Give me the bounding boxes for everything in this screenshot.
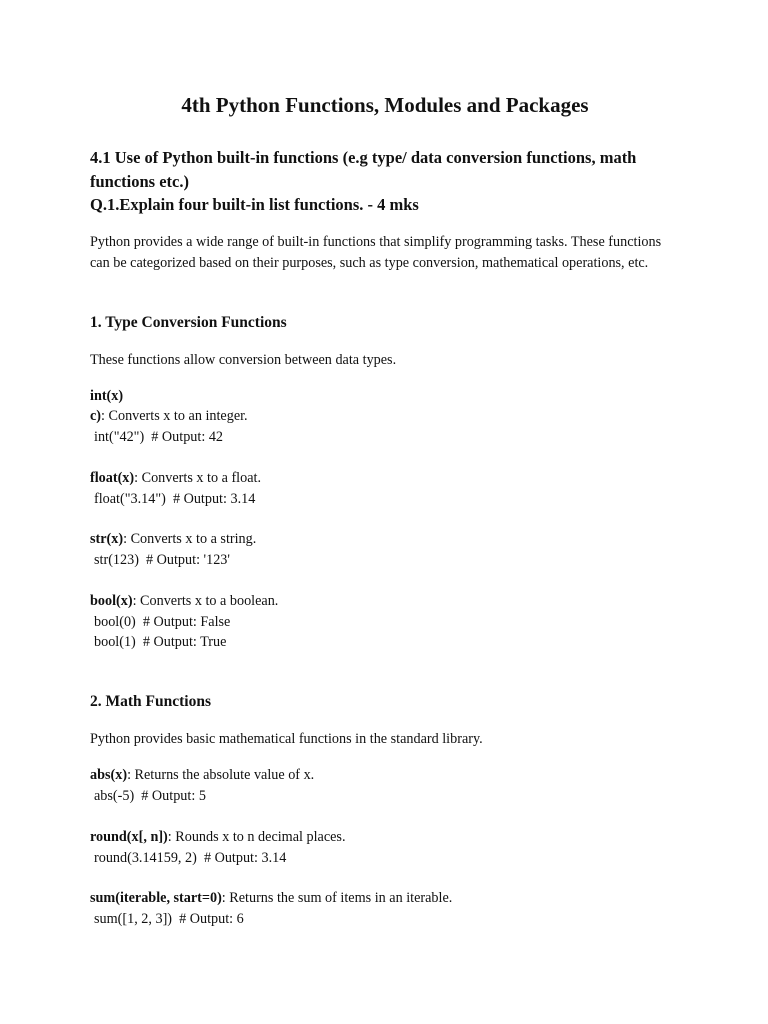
function-description: : Converts x to an integer. xyxy=(101,408,248,424)
section-heading-type-conversion: 1. Type Conversion Functions xyxy=(90,314,287,331)
code-example-bool-false: bool(0) # Output: False xyxy=(94,614,231,630)
function-desc-round xyxy=(90,827,346,847)
function-signature: round(x[, n]) xyxy=(90,829,168,845)
document-title: 4th Python Functions, Modules and Packages xyxy=(181,93,589,117)
section-description: Python provides basic mathematical functions in the standard library. xyxy=(90,731,483,747)
function-description: : Returns the sum of items in an iterable. xyxy=(221,890,453,906)
function-signature: str(x) xyxy=(90,531,124,547)
function-desc-str xyxy=(90,529,256,549)
code-example-abs: abs(-5) # Output: 5 xyxy=(94,788,206,804)
function-signature: abs(x) xyxy=(90,767,128,783)
code-example-bool-true: bool(1) # Output: True xyxy=(94,634,227,650)
section-description: These functions allow conversion between data types. xyxy=(90,352,397,368)
code-example-sum: sum([1, 2, 3]) # Output: 6 xyxy=(94,911,244,927)
function-signature: bool(x) xyxy=(90,593,133,609)
function-description: : Converts x to a float. xyxy=(134,470,262,486)
code-example-str: str(123) # Output: '123' xyxy=(94,552,230,568)
function-desc-abs xyxy=(90,765,314,785)
function-signature: int(x) xyxy=(90,388,124,404)
function-description: : Converts x to a boolean. xyxy=(132,593,279,609)
function-signature: sum(iterable, start=0) xyxy=(90,890,222,906)
code-example-int: int("42") # Output: 42 xyxy=(94,429,224,445)
code-example-round: round(3.14159, 2) # Output: 3.14 xyxy=(94,850,287,866)
section-heading-math: 2. Math Functions xyxy=(90,693,211,710)
topic-heading: 4.1 Use of Python built-in functions (e.g type/ data conversion functions, math functions etc.) xyxy=(90,148,637,191)
function-description: : Rounds x to n decimal places. xyxy=(167,829,346,845)
function-description: : Returns the absolute value of x. xyxy=(127,767,315,783)
function-desc-bool xyxy=(90,591,278,611)
function-signature: float(x) xyxy=(90,470,135,486)
function-desc-int xyxy=(90,406,248,426)
function-name-int xyxy=(90,386,123,406)
question-heading: Q.1.Explain four built-in list functions. - 4 mks xyxy=(90,195,419,214)
function-signature-fragment: c) xyxy=(90,408,102,424)
function-desc-float xyxy=(90,468,261,488)
intro-paragraph: Python provides a wide range of built-in functions that simplify programming tasks. These functions can be categorized based on their purposes, such as type conversion, mathematical operations, etc. xyxy=(90,234,662,271)
function-description: : Converts x to a string. xyxy=(123,531,257,547)
function-desc-sum xyxy=(90,888,452,908)
code-example-float: float("3.14") # Output: 3.14 xyxy=(94,491,256,507)
